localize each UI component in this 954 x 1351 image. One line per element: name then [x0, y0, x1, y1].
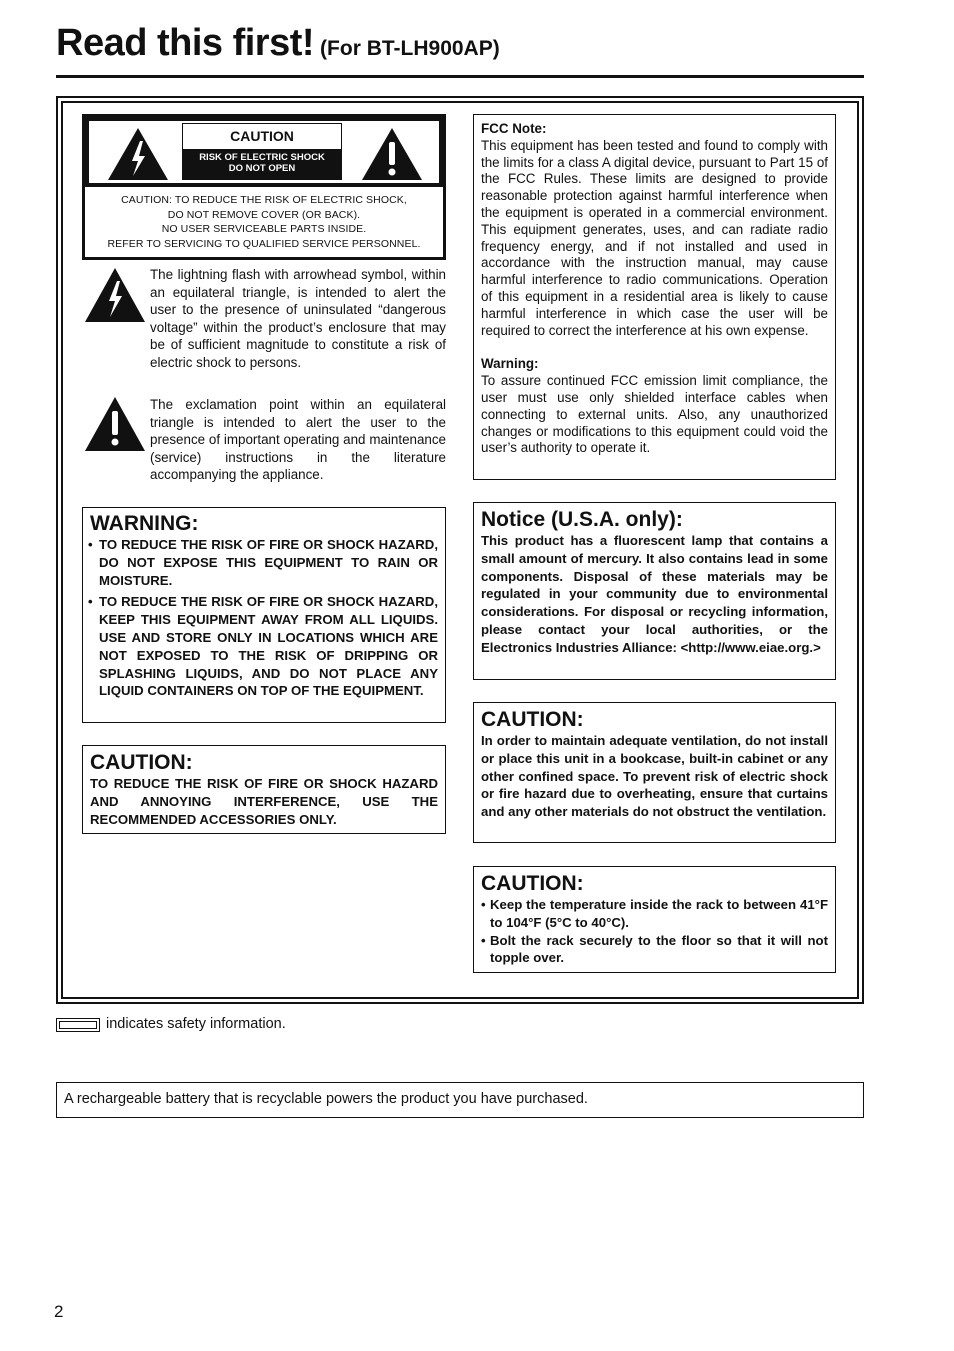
- caution-label-center: [182, 123, 342, 180]
- caution-label-band: RISK OF ELECTRIC SHOCK DO NOT OPEN: [183, 149, 341, 179]
- battery-notice: A rechargeable battery that is recyclable powers the product you have purchased.: [56, 1082, 864, 1118]
- exclamation-triangle-icon: [359, 125, 425, 183]
- warning-box: [82, 507, 446, 723]
- page-number: 2: [54, 1302, 64, 1321]
- warning-heading: WARNING:: [90, 512, 199, 535]
- notice-usa-heading: Notice (U.S.A. only):: [481, 508, 683, 531]
- caution-accessories-heading: CAUTION:: [90, 751, 193, 774]
- warning-list: [90, 536, 438, 700]
- lightning-symbol-text: The lightning flash with arrowhead symbol, within an equilateral triangle, is intended to alert the user to the presence of uninsulated “dangerous voltage” within the product’s enclosure that may be of sufficient magnitude to constitute a risk of electric shock to persons.: [150, 267, 446, 370]
- caution-ventilation-heading: CAUTION:: [481, 708, 584, 731]
- caution-ventilation-box: [473, 702, 836, 843]
- notice-usa-body: This product has a fluorescent lamp that contains a small amount of mercury. It also contains lead in some components. Disposal of these materials may be regulated in your community due to environmental considerations. For disposal or recycling information, please contact your local authorities, or the Electronics Industries Alliance: <http://www.eiae.org.>: [481, 533, 828, 655]
- caution-accessories-box: [82, 745, 446, 834]
- caution-accessories-body: TO REDUCE THE RISK OF FIRE OR SHOCK HAZARD AND ANNOYING INTERFERENCE, USE THE RECOMMENDED ACCESSORIES ONLY.: [90, 776, 438, 827]
- fcc-note-box: [473, 114, 836, 480]
- fcc-note-heading: FCC Note:: [481, 121, 547, 136]
- caution-label: [82, 114, 446, 260]
- caution-ventilation-body: In order to maintain adequate ventilation, do not install or place this unit in a bookcase, built-in cabinet or any other confined space. To prevent risk of electric shock or fire hazard due to overheating, ensure that curtains and any other materials do not obstruct the ventilation.: [481, 733, 828, 820]
- safety-info-legend: indicates safety information.: [106, 1016, 286, 1032]
- title-model: (For BT-LH900AP): [320, 37, 500, 60]
- fcc-warning-body: To assure continued FCC emission limit compliance, the user must use only shielded interface cables when connecting to external units. Also, any unauthorized changes or modifications to this equipment could void the user’s authority to operate it.: [481, 373, 828, 456]
- caution-label-word: CAUTION: [230, 128, 294, 144]
- lightning-triangle-icon: [105, 125, 171, 183]
- caution-rack-list: [481, 896, 828, 967]
- fcc-note-body: This equipment has been tested and found to comply with the limits for a class A digital device, pursuant to Part 15 of the FCC Rules. These limits are designed to provide reasonable protection against harmful interference when the equipment is operated in a commercial environment. This equipment generates, uses, and can radiate radio frequency energy, and if not installed and used in accordance with the instruction manual, may cause harmful interference to radio communications. Operation of this equipment in a residential area is likely to cause harmful interference in which case the user will be required to correct the interference at his own expense.: [481, 137, 828, 338]
- list-item: • TO REDUCE THE RISK OF FIRE OR SHOCK HAZARD, KEEP THIS EQUIPMENT AWAY FROM ALL LIQUIDS. USE AND STORE ONLY IN LOCATIONS WHICH ARE NOT EXPOSED TO THE RISK OF DRIPPING OR SPLASHING LIQUIDS, AND DO NOT PLACE ANY LIQUID CONTAINERS ON TOP OF THE EQUIPMENT.: [88, 594, 438, 699]
- lightning-symbol-icon: [83, 266, 147, 324]
- list-item: • TO REDUCE THE RISK OF FIRE OR SHOCK HAZARD, DO NOT EXPOSE THIS EQUIPMENT TO RAIN OR MOISTURE.: [88, 537, 438, 588]
- title-main: Read this first!: [56, 22, 315, 64]
- caution-label-header: [85, 117, 443, 187]
- caution-rack-box: [473, 866, 836, 973]
- exclamation-symbol-icon: [83, 395, 147, 453]
- title-rule: [56, 75, 864, 78]
- list-item: • Keep the temperature inside the rack to between 41°F to 104°F (5°C to 40°C).: [481, 897, 828, 930]
- notice-usa-box: [473, 502, 836, 680]
- fcc-warning-heading: Warning:: [481, 356, 539, 372]
- list-item: • Bolt the rack securely to the floor so that it will not topple over.: [481, 932, 828, 966]
- safety-info-frame-icon: [56, 1018, 100, 1032]
- caution-label-text: CAUTION: TO REDUCE THE RISK OF ELECTRIC SHOCK, DO NOT REMOVE COVER (OR BACK). NO USER SERVICEABLE PARTS INSIDE. REFER TO SERVICING TO QUALIFIED SERVICE PERSONNEL.: [107, 194, 421, 250]
- page-title: [56, 22, 500, 65]
- exclamation-symbol-text: The exclamation point within an equilateral triangle is intended to alert the user to the presence of important operating and maintenance (service) instructions in the literature accompanying the appliance.: [150, 397, 446, 483]
- caution-rack-heading: CAUTION:: [481, 872, 584, 895]
